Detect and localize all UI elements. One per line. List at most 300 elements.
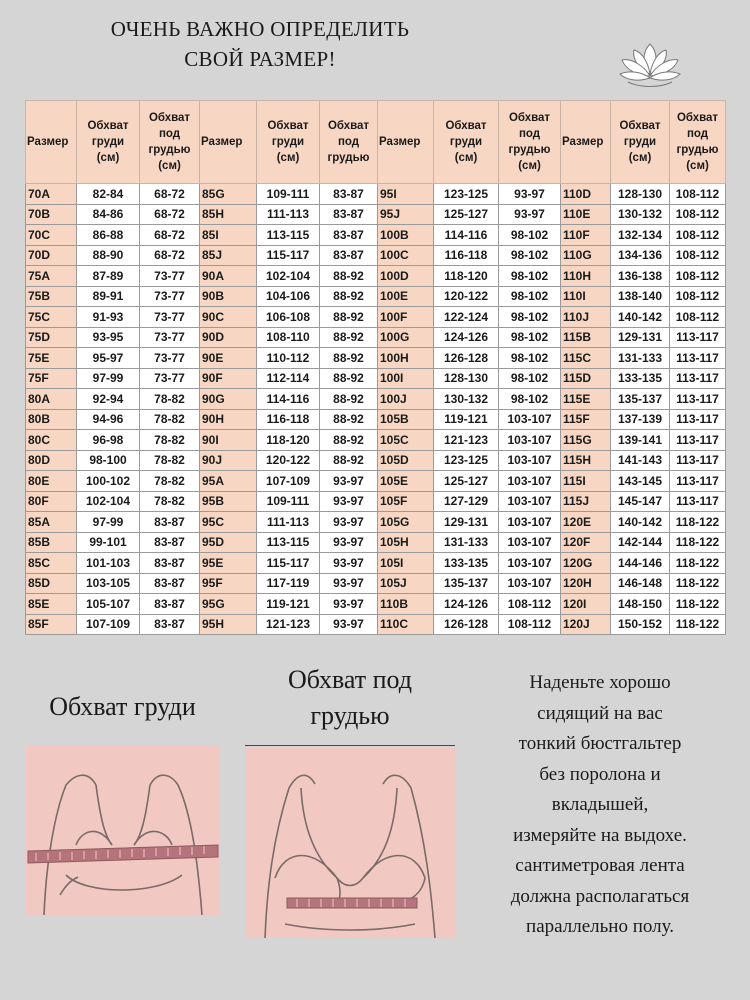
measurement-cell: 108-112 <box>670 245 726 266</box>
measurement-cell: 86-88 <box>77 225 140 246</box>
measurement-cell: 131-133 <box>611 348 670 369</box>
size-cell: 70D <box>26 245 77 266</box>
size-cell: 90G <box>200 389 257 410</box>
table-row <box>26 348 726 369</box>
instruction-line: параллельно полу. <box>526 916 674 937</box>
measurement-cell: 88-92 <box>320 389 378 410</box>
size-cell: 90F <box>200 368 257 389</box>
size-cell: 110J <box>561 307 611 328</box>
measurement-cell: 83-87 <box>140 614 200 635</box>
column-header-line: (см) <box>686 160 709 172</box>
measurement-cell: 93-97 <box>499 204 561 225</box>
measurement-cell: 73-77 <box>140 368 200 389</box>
column-header-line: груди <box>271 136 305 148</box>
table-row <box>26 225 726 246</box>
size-cell: 100E <box>378 286 434 307</box>
table-row <box>26 491 726 512</box>
measurement-cell: 91-93 <box>77 307 140 328</box>
size-cell: 120E <box>561 512 611 533</box>
measurement-cell: 113-117 <box>670 409 726 430</box>
size-cell: 80C <box>26 430 77 451</box>
measurement-cell: 88-90 <box>77 245 140 266</box>
size-cell: 105B <box>378 409 434 430</box>
table-row <box>26 573 726 594</box>
measurement-cell: 103-107 <box>499 450 561 471</box>
measurement-cell: 135-137 <box>611 389 670 410</box>
table-row <box>26 594 726 615</box>
size-cell: 90B <box>200 286 257 307</box>
measurement-cell: 118-120 <box>434 266 499 287</box>
measurement-cell: 126-128 <box>434 348 499 369</box>
measurement-cell: 108-112 <box>670 266 726 287</box>
measurement-cell: 88-92 <box>320 266 378 287</box>
measurement-cell: 118-122 <box>670 532 726 553</box>
title-line-1: ОЧЕНЬ ВАЖНО ОПРЕДЕЛИТЬ <box>110 17 410 41</box>
measurement-cell: 98-100 <box>77 450 140 471</box>
measurement-cell: 96-98 <box>77 430 140 451</box>
column-header <box>200 101 257 184</box>
divider-line <box>245 745 455 746</box>
table-row <box>26 532 726 553</box>
column-header-line: (см) <box>518 160 541 172</box>
measurement-cell: 118-122 <box>670 594 726 615</box>
measurement-cell: 115-117 <box>257 553 320 574</box>
measurement-cell: 123-125 <box>434 184 499 205</box>
measurement-cell: 93-97 <box>320 594 378 615</box>
measurement-cell: 108-112 <box>670 184 726 205</box>
measurement-cell: 137-139 <box>611 409 670 430</box>
measurement-cell: 73-77 <box>140 348 200 369</box>
column-header-line: (см) <box>454 152 478 164</box>
size-chart <box>25 100 725 635</box>
measurement-cell: 113-117 <box>670 430 726 451</box>
measurement-cell: 93-97 <box>320 491 378 512</box>
size-cell: 80E <box>26 471 77 492</box>
measurement-cell: 103-107 <box>499 471 561 492</box>
column-header <box>611 101 670 184</box>
table-row <box>26 450 726 471</box>
measurement-cell: 93-97 <box>499 184 561 205</box>
measurement-cell: 88-92 <box>320 450 378 471</box>
size-cell: 110B <box>378 594 434 615</box>
underbust-measure-illustration <box>245 748 455 938</box>
size-cell: 110H <box>561 266 611 287</box>
measurement-cell: 122-124 <box>434 307 499 328</box>
bust-measure-illustration <box>26 745 219 915</box>
column-header-line: под <box>337 136 360 148</box>
size-cell: 105J <box>378 573 434 594</box>
size-cell: 80B <box>26 409 77 430</box>
size-cell: 115F <box>561 409 611 430</box>
measurement-cell: 118-122 <box>670 573 726 594</box>
measurement-cell: 103-107 <box>499 409 561 430</box>
table-row <box>26 512 726 533</box>
measurement-cell: 93-95 <box>77 327 140 348</box>
column-header-line: Размер <box>379 136 421 148</box>
size-cell: 115E <box>561 389 611 410</box>
size-cell: 85H <box>200 204 257 225</box>
column-header-line: под <box>518 128 541 140</box>
measurement-cell: 108-112 <box>670 204 726 225</box>
measurement-cell: 88-92 <box>320 348 378 369</box>
column-header-line: грудью <box>676 144 719 156</box>
measurement-cell: 113-117 <box>670 327 726 348</box>
size-cell: 90I <box>200 430 257 451</box>
measurement-cell: 98-102 <box>499 245 561 266</box>
table-row <box>26 184 726 205</box>
measuring-tape <box>287 898 417 908</box>
size-cell: 85J <box>200 245 257 266</box>
table-row <box>26 286 726 307</box>
measurement-cell: 148-150 <box>611 594 670 615</box>
measurement-cell: 113-117 <box>670 348 726 369</box>
column-header-line: Обхват <box>87 120 129 132</box>
table-row <box>26 409 726 430</box>
measurement-cell: 108-110 <box>257 327 320 348</box>
size-cell: 95G <box>200 594 257 615</box>
measurement-cell: 113-117 <box>670 491 726 512</box>
size-table <box>25 100 726 635</box>
measurement-cell: 83-87 <box>320 245 378 266</box>
measurement-cell: 88-92 <box>320 286 378 307</box>
measurement-cell: 113-117 <box>670 471 726 492</box>
measurement-cell: 83-87 <box>140 532 200 553</box>
measurement-cell: 78-82 <box>140 491 200 512</box>
lotus-flower-icon <box>616 38 684 90</box>
size-cell: 95B <box>200 491 257 512</box>
measurement-cell: 100-102 <box>77 471 140 492</box>
measurement-cell: 110-112 <box>257 348 320 369</box>
column-header-line: (см) <box>158 160 181 172</box>
size-cell: 95J <box>378 204 434 225</box>
table-body <box>26 184 726 635</box>
size-cell: 120H <box>561 573 611 594</box>
measurement-cell: 129-131 <box>611 327 670 348</box>
size-cell: 75E <box>26 348 77 369</box>
measurement-cell: 124-126 <box>434 594 499 615</box>
measurement-cell: 126-128 <box>434 614 499 635</box>
column-header <box>670 101 726 184</box>
measurement-cell: 130-132 <box>611 204 670 225</box>
measurement-cell: 102-104 <box>257 266 320 287</box>
size-cell: 105G <box>378 512 434 533</box>
measurement-cell: 93-97 <box>320 471 378 492</box>
table-row <box>26 614 726 635</box>
measurement-cell: 118-122 <box>670 553 726 574</box>
size-cell: 80A <box>26 389 77 410</box>
measurement-cell: 83-87 <box>320 225 378 246</box>
instruction-line: сидящий на вас <box>537 702 663 724</box>
measurement-cell: 118-120 <box>257 430 320 451</box>
measurement-cell: 98-102 <box>499 368 561 389</box>
size-cell: 95C <box>200 512 257 533</box>
column-header-line: груди <box>623 136 657 148</box>
column-header-line: (см) <box>628 152 652 164</box>
size-cell: 85I <box>200 225 257 246</box>
measurement-cell: 92-94 <box>77 389 140 410</box>
size-cell: 90E <box>200 348 257 369</box>
measurement-cell: 118-122 <box>670 512 726 533</box>
column-header-line: груди <box>449 136 483 148</box>
measurement-cell: 89-91 <box>77 286 140 307</box>
size-cell: 105D <box>378 450 434 471</box>
measurement-cell: 68-72 <box>140 204 200 225</box>
measurement-cell: 143-145 <box>611 471 670 492</box>
instruction-line: тонкий бюстгальтер <box>518 733 682 754</box>
size-cell: 75D <box>26 327 77 348</box>
measurement-cell: 68-72 <box>140 225 200 246</box>
size-cell: 120J <box>561 614 611 635</box>
underbust-label-line-2: грудью <box>310 701 390 730</box>
measurement-cell: 111-113 <box>257 512 320 533</box>
table-row <box>26 204 726 225</box>
measurement-cell: 138-140 <box>611 286 670 307</box>
measurement-cell: 129-131 <box>434 512 499 533</box>
underbust-label-line-1: Обхват под <box>287 665 413 694</box>
measurement-cell: 103-107 <box>499 512 561 533</box>
measurement-cell: 121-123 <box>434 430 499 451</box>
table-row <box>26 389 726 410</box>
size-cell: 90H <box>200 409 257 430</box>
table-row <box>26 266 726 287</box>
size-cell: 90D <box>200 327 257 348</box>
measurement-cell: 133-135 <box>611 368 670 389</box>
column-header-line: (см) <box>96 152 120 164</box>
measurement-cell: 101-103 <box>77 553 140 574</box>
measurement-cell: 133-135 <box>434 553 499 574</box>
measurement-cell: 107-109 <box>257 471 320 492</box>
size-cell: 90A <box>200 266 257 287</box>
table-header-row <box>26 101 726 184</box>
table-row <box>26 307 726 328</box>
size-cell: 70B <box>26 204 77 225</box>
column-header <box>26 101 77 184</box>
measurement-cell: 108-112 <box>499 614 561 635</box>
column-header <box>140 101 200 184</box>
size-cell: 95E <box>200 553 257 574</box>
instruction-line: сантиметровая лента <box>515 855 685 876</box>
size-cell: 75B <box>26 286 77 307</box>
column-header-line: Обхват <box>148 112 191 124</box>
size-cell: 105F <box>378 491 434 512</box>
size-cell: 85G <box>200 184 257 205</box>
measurement-cell: 150-152 <box>611 614 670 635</box>
measurement-cell: 109-111 <box>257 491 320 512</box>
size-cell: 95I <box>378 184 434 205</box>
size-cell: 95H <box>200 614 257 635</box>
size-cell: 110C <box>378 614 434 635</box>
measurement-cell: 83-87 <box>140 553 200 574</box>
measurement-cell: 88-92 <box>320 307 378 328</box>
measurement-cell: 115-117 <box>257 245 320 266</box>
size-cell: 100B <box>378 225 434 246</box>
measurement-cell: 141-143 <box>611 450 670 471</box>
measurement-cell: 68-72 <box>140 184 200 205</box>
instruction-line: должна располагаться <box>510 885 690 907</box>
size-cell: 85C <box>26 553 77 574</box>
measurement-cell: 103-107 <box>499 491 561 512</box>
measurement-cell: 120-122 <box>434 286 499 307</box>
size-cell: 115C <box>561 348 611 369</box>
size-cell: 90C <box>200 307 257 328</box>
column-header-line: Обхват <box>445 120 487 132</box>
size-cell: 115J <box>561 491 611 512</box>
measurement-cell: 128-130 <box>611 184 670 205</box>
measurement-cell: 83-87 <box>320 204 378 225</box>
size-cell: 80D <box>26 450 77 471</box>
measurement-cell: 93-97 <box>320 532 378 553</box>
column-header-line: Размер <box>562 136 604 148</box>
size-cell: 100H <box>378 348 434 369</box>
measurement-cell: 125-127 <box>434 471 499 492</box>
measurement-cell: 95-97 <box>77 348 140 369</box>
size-cell: 110D <box>561 184 611 205</box>
instruction-line: Наденьте хорошо <box>529 672 671 693</box>
measurement-cell: 108-112 <box>670 307 726 328</box>
size-cell: 95A <box>200 471 257 492</box>
measurement-cell: 134-136 <box>611 245 670 266</box>
measurement-cell: 103-105 <box>77 573 140 594</box>
size-cell: 70A <box>26 184 77 205</box>
measurement-cell: 121-123 <box>257 614 320 635</box>
size-cell: 75A <box>26 266 77 287</box>
measurement-cell: 83-87 <box>140 594 200 615</box>
measurement-cell: 97-99 <box>77 512 140 533</box>
bust-label: Обхват груди <box>49 692 196 721</box>
page-title <box>0 14 520 74</box>
measurement-cell: 103-107 <box>499 553 561 574</box>
size-cell: 105I <box>378 553 434 574</box>
measurement-cell: 98-102 <box>499 225 561 246</box>
measurement-cell: 114-116 <box>257 389 320 410</box>
size-cell: 75C <box>26 307 77 328</box>
size-cell: 85D <box>26 573 77 594</box>
measurement-cell: 131-133 <box>434 532 499 553</box>
size-cell: 100F <box>378 307 434 328</box>
measurement-cell: 93-97 <box>320 573 378 594</box>
size-cell: 120F <box>561 532 611 553</box>
size-cell: 110E <box>561 204 611 225</box>
column-header-line: Обхват <box>267 120 309 132</box>
measurement-cell: 82-84 <box>77 184 140 205</box>
title-line-2: СВОЙ РАЗМЕР! <box>184 47 336 71</box>
instruction-line: без поролона и <box>539 763 661 785</box>
column-header-line: Обхват <box>676 112 719 124</box>
measurement-cell: 119-121 <box>434 409 499 430</box>
measurement-cell: 103-107 <box>499 430 561 451</box>
size-cell: 120I <box>561 594 611 615</box>
size-cell: 100J <box>378 389 434 410</box>
measurement-instructions <box>470 668 730 943</box>
measurement-cell: 117-119 <box>257 573 320 594</box>
measurement-cell: 78-82 <box>140 430 200 451</box>
measurement-cell: 113-117 <box>670 368 726 389</box>
size-cell: 110F <box>561 225 611 246</box>
size-cell: 115I <box>561 471 611 492</box>
size-cell: 105E <box>378 471 434 492</box>
column-header-line: Размер <box>201 136 243 148</box>
measurement-cell: 98-102 <box>499 348 561 369</box>
measurement-cell: 73-77 <box>140 286 200 307</box>
size-cell: 115D <box>561 368 611 389</box>
measurement-cell: 108-112 <box>499 594 561 615</box>
measurement-cell: 98-102 <box>499 327 561 348</box>
measurement-cell: 78-82 <box>140 450 200 471</box>
measurement-cell: 114-116 <box>434 225 499 246</box>
measurement-cell: 116-118 <box>257 409 320 430</box>
measurement-cell: 88-92 <box>320 409 378 430</box>
size-cell: 100G <box>378 327 434 348</box>
measuring-tape <box>28 845 218 863</box>
size-cell: 100D <box>378 266 434 287</box>
table-row <box>26 553 726 574</box>
measurement-cell: 135-137 <box>434 573 499 594</box>
measurement-cell: 88-92 <box>320 368 378 389</box>
column-header-line: груди <box>91 136 125 148</box>
measurement-cell: 113-117 <box>670 450 726 471</box>
column-header-line: Размер <box>27 136 69 148</box>
size-cell: 100C <box>378 245 434 266</box>
size-cell: 115B <box>561 327 611 348</box>
measurement-cell: 113-115 <box>257 225 320 246</box>
size-cell: 90J <box>200 450 257 471</box>
measurement-cell: 88-92 <box>320 430 378 451</box>
measurement-cell: 123-125 <box>434 450 499 471</box>
size-cell: 95D <box>200 532 257 553</box>
column-header <box>434 101 499 184</box>
measurement-cell: 93-97 <box>320 512 378 533</box>
measurement-cell: 145-147 <box>611 491 670 512</box>
column-header-line: (см) <box>276 152 300 164</box>
measurement-cell: 113-115 <box>257 532 320 553</box>
measurement-cell: 104-106 <box>257 286 320 307</box>
measurement-cell: 98-102 <box>499 286 561 307</box>
measurement-cell: 88-92 <box>320 327 378 348</box>
measurement-cell: 84-86 <box>77 204 140 225</box>
size-cell: 85B <box>26 532 77 553</box>
measurement-cell: 103-107 <box>499 573 561 594</box>
size-cell: 75F <box>26 368 77 389</box>
size-cell: 110I <box>561 286 611 307</box>
measurement-cell: 73-77 <box>140 327 200 348</box>
size-cell: 85A <box>26 512 77 533</box>
column-header-line: грудью <box>148 144 191 156</box>
size-cell: 85F <box>26 614 77 635</box>
measurement-cell: 99-101 <box>77 532 140 553</box>
measurement-cell: 97-99 <box>77 368 140 389</box>
table-row <box>26 430 726 451</box>
measurement-cell: 87-89 <box>77 266 140 287</box>
column-header-line: грудью <box>327 152 370 164</box>
column-header-line: Обхват <box>508 112 551 124</box>
column-header-line: Обхват <box>619 120 661 132</box>
measurement-cell: 146-148 <box>611 573 670 594</box>
measurement-cell: 105-107 <box>77 594 140 615</box>
table-row <box>26 368 726 389</box>
measurement-cell: 144-146 <box>611 553 670 574</box>
measurement-cell: 78-82 <box>140 409 200 430</box>
size-cell: 110G <box>561 245 611 266</box>
column-header <box>320 101 378 184</box>
instruction-line: вкладышей, <box>551 794 649 815</box>
measurement-cell: 136-138 <box>611 266 670 287</box>
table-row <box>26 327 726 348</box>
column-header <box>77 101 140 184</box>
size-cell: 115G <box>561 430 611 451</box>
measurement-cell: 98-102 <box>499 389 561 410</box>
column-header <box>378 101 434 184</box>
measurement-cell: 111-113 <box>257 204 320 225</box>
